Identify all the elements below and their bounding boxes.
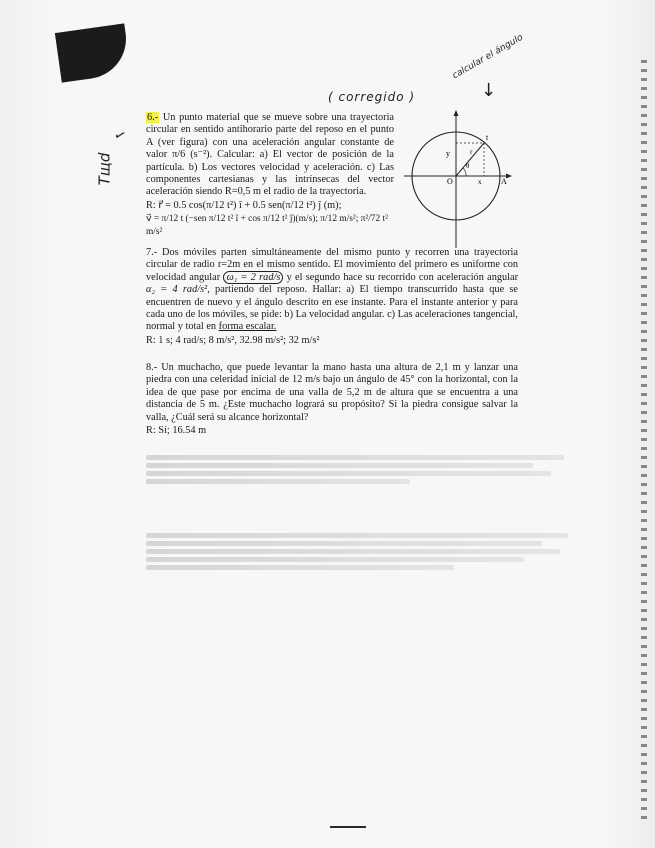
bleed-through-lower xyxy=(146,530,586,573)
problem-7 xyxy=(146,247,518,347)
problem-6-answers xyxy=(146,199,406,238)
bottom-mark xyxy=(330,826,366,828)
alpha-value: α₂ = 4 rad/s² xyxy=(146,284,208,296)
problem-7-answer: R: 1 s; 4 rad/s; 8 m/s², 32.98 m/s²; 32 m/s² xyxy=(146,334,320,346)
bleed-through-upper xyxy=(146,452,586,487)
problem-6-answer-1: R: r⃗ = 0.5 cos(π/12 t²) î + 0.5 sen(π/12 t²) ĵ (m); xyxy=(146,200,342,211)
problem-6-number: 6.- xyxy=(147,112,159,123)
problem-6 xyxy=(146,112,394,199)
figure-label-O: O xyxy=(447,177,453,186)
figure-label-t: t xyxy=(486,133,489,142)
omega-value-circled: ω₁ = 2 rad/s xyxy=(223,271,283,284)
problem-8 xyxy=(146,362,518,437)
figure-label-A: A xyxy=(501,177,507,186)
problem-8-answer: R: Sí; 16.54 m xyxy=(146,425,207,437)
problem-8-statement xyxy=(146,362,518,424)
check-mark-icon: ✓ xyxy=(111,126,129,146)
problem-7-underlined: forma escalar. xyxy=(218,321,277,333)
handwritten-side-note: calcular el ángulo xyxy=(450,32,525,82)
problem-6-text: Un punto material que se mueve sobre una trayectoria circular en sentido antihorario parte del reposo en el punto A (ver figura) con una aceleración angular constante de valor π/6 (s⁻²). Calcular: a) El vector de posición de la partícula. b) Los vectores velocidad y aceleración. c) Las componentes cartesianas y las intrínsecas del vector aceleración siendo R=0,5 m el radio de la trayectoria. xyxy=(146,112,394,198)
problem-8-text: Un muchacho, que puede levantar la mano hasta una altura de 2,1 m y lanzar una piedra con una celeridad inicial de 12 m/s bajo un ángulo de 45° con la horizontal, con la idea de que pase por encima de una valla de 5,2 m de altura que se encuentra a una distancia de 5 m. ¿Este muchacho logrará su propósito? Si la piedra consigue salvar la valla, ¿Cuál será su alcance horizontal? xyxy=(146,362,518,423)
binder-holes xyxy=(641,60,647,820)
figure-label-x: x xyxy=(478,178,482,186)
problem-7-text-3: , partiendo del reposo. Hallar: a) El tiempo transcurrido hasta que se encuentren de nuevo y el ángulo descrito en ese instante. Para el instante anterior y para cada uno de los móviles, se pide: b) La velocidad angular. c) Las aceleraciones tangencial, normal y total en xyxy=(146,284,518,333)
scan-shadow-corner xyxy=(55,23,131,82)
handwritten-arrow-icon: ↓ xyxy=(481,80,497,101)
problem-6-answer-2: v⃗ = π/12 t (−sen π/12 t² î + cos π/12 t² ĵ)(m/s); π/12 m/s²; π²/72 t² m/s² xyxy=(146,214,388,237)
handwritten-corregido: ( corregido ) xyxy=(328,90,416,104)
figure-label-r: r xyxy=(470,148,473,156)
problem-7-text-1: Dos móviles parten simultáneamente del mismo punto y recorren una trayectoria circular de radio r=2m en el mismo sentido. El movimiento del primero es uniforme con velocidad angular xyxy=(146,247,518,283)
problem-7-text-2: y el segundo hace su recorrido con aceleración angular xyxy=(286,271,518,283)
problem-7-number: 7.- xyxy=(146,247,158,258)
figure-label-y: y xyxy=(446,149,450,158)
problem-7-statement xyxy=(146,247,518,334)
problem-6-statement xyxy=(146,112,394,199)
handwritten-margin-mark: Тщd xyxy=(95,152,114,186)
problem-8-number: 8.- xyxy=(146,362,158,373)
figure-label-theta: θ xyxy=(466,162,470,170)
circle-figure xyxy=(404,110,514,250)
